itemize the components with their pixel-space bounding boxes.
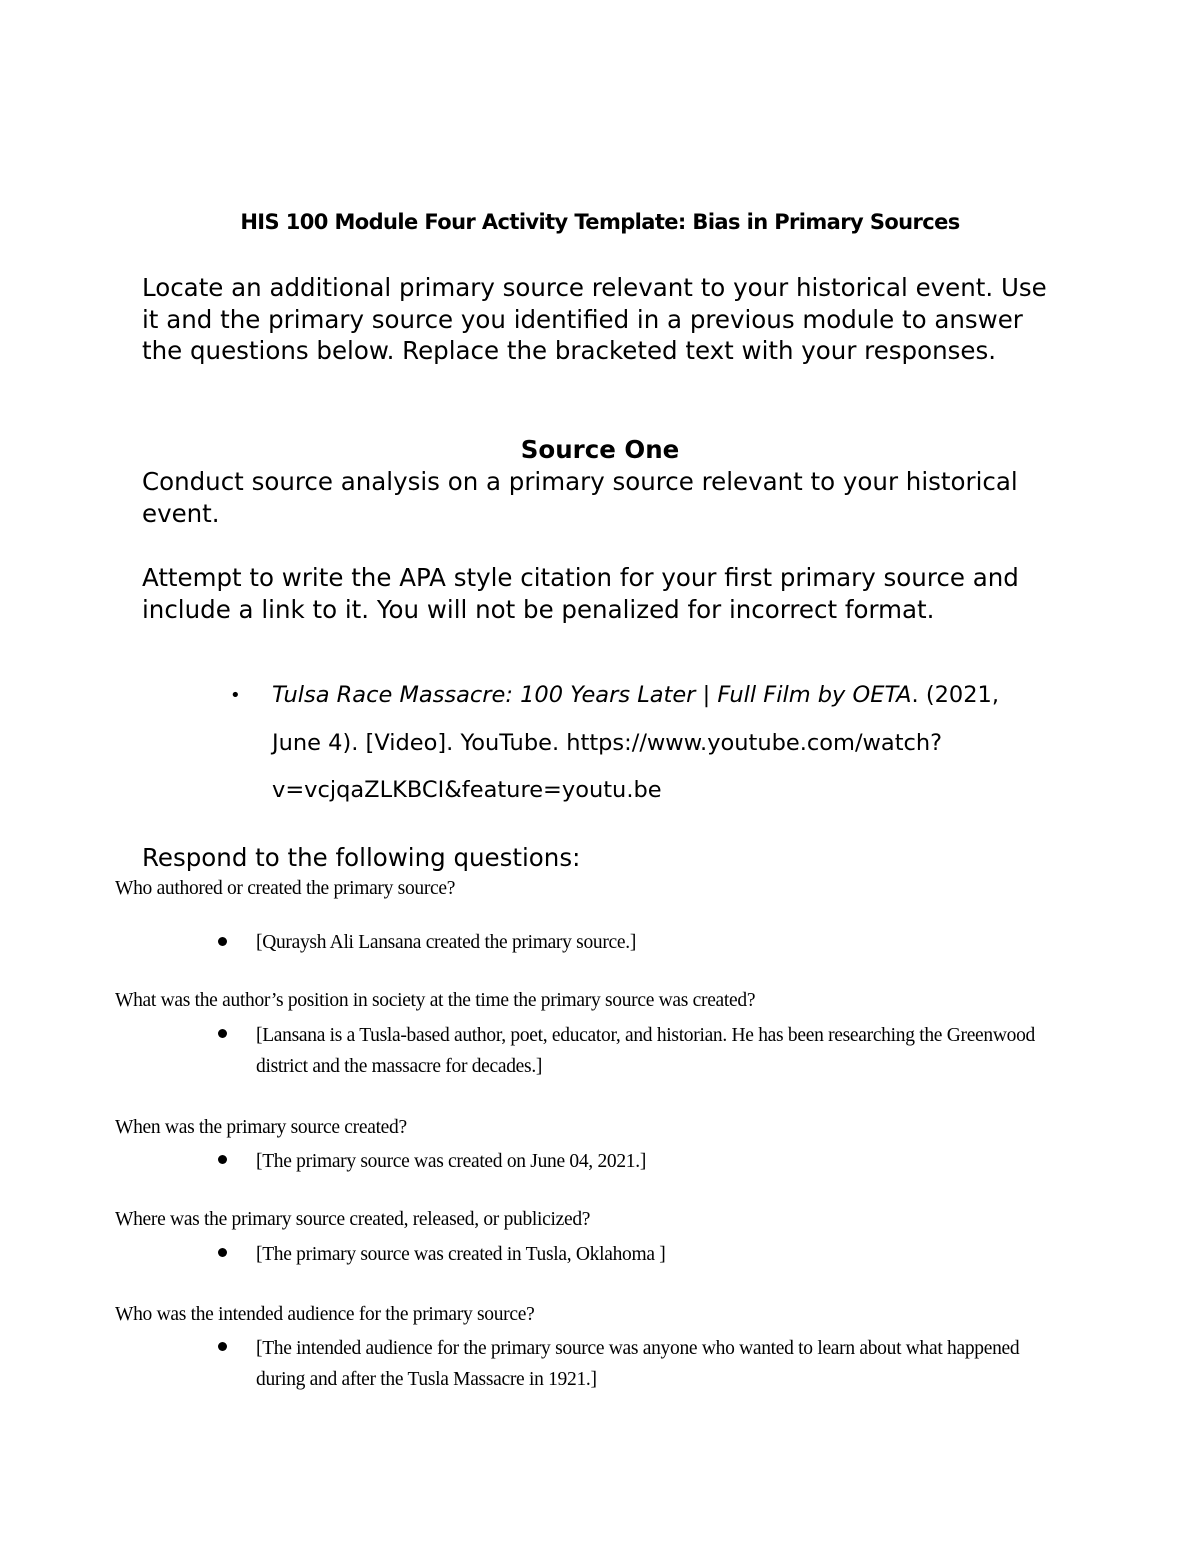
bullet-icon: •: [230, 685, 241, 706]
document-title: HIS 100 Module Four Activity Template: Bias in Primary Sources: [240, 210, 960, 234]
bullet-icon: [218, 1248, 227, 1257]
question-3: When was the primary source created?: [115, 1117, 407, 1138]
answer-3: [The primary source was created on June 04, 2021.]: [256, 1151, 647, 1172]
answer-5: [The intended audience for the primary source was anyone who wanted to learn about what happened during and after the Tusla Massacre in 1921.]: [256, 1338, 1020, 1390]
answer-1: [Quraysh Ali Lansana created the primary source.]: [256, 932, 637, 953]
bullet-icon: [218, 937, 227, 946]
question-4: Where was the primary source created, released, or publicized?: [115, 1209, 591, 1230]
conduct-instructions: Conduct source analysis on a primary source relevant to your historical event.: [142, 467, 1018, 528]
citation-title: Tulsa Race Massacre: 100 Years Later | Full Film by OETA: [272, 682, 912, 708]
citation-details: . (2021, June 4). [Video]. YouTube. https://www.youtube.com/watch?v=vcjqaZLKBCI&feature=youtu.be: [272, 682, 1000, 803]
bullet-icon: [218, 1342, 227, 1351]
citation-text: [272, 672, 1052, 815]
respond-heading: Respond to the following questions:: [142, 843, 581, 872]
answer-2: [Lansana is a Tusla-based author, poet, educator, and historian. He has been researching the Greenwood district and the massacre for decades.]: [256, 1025, 1035, 1077]
bullet-icon: [218, 1029, 227, 1038]
question-1: Who authored or created the primary source?: [115, 878, 456, 899]
bullet-icon: [218, 1155, 227, 1164]
intro-instructions: Locate an additional primary source relevant to your historical event. Use it and the primary source you identified in a previous module to answer the questions below. Replace the bracketed text with your responses.: [142, 273, 1047, 365]
question-5: Who was the intended audience for the primary source?: [115, 1304, 535, 1325]
answer-4: [The primary source was created in Tusla, Oklahoma ]: [256, 1244, 666, 1265]
citation-instructions: Attempt to write the APA style citation for your first primary source and include a link to it. You will not be penalized for incorrect format.: [142, 563, 1019, 624]
question-2: What was the author’s position in society at the time the primary source was created?: [115, 990, 756, 1011]
source-one-heading: Source One: [520, 435, 680, 464]
